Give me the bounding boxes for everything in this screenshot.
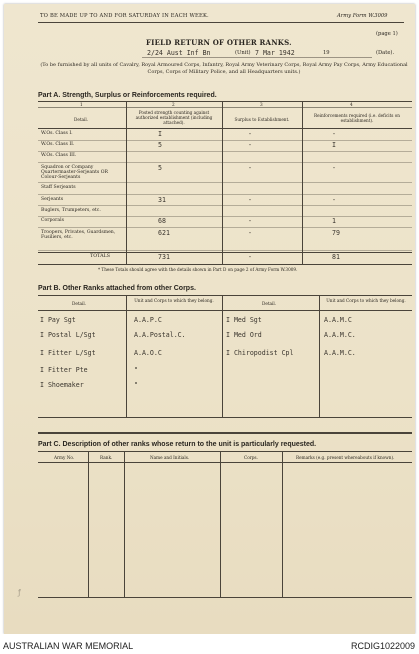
- rank-label: W.Os. Class I.: [41, 131, 73, 136]
- attached-unit: A.A.Postal.C.: [134, 331, 186, 339]
- year-prefix: 19: [323, 50, 330, 56]
- c-col-header-corps: Corps.: [244, 455, 258, 460]
- header-rule: [38, 22, 404, 23]
- page-indicator: (page 1): [376, 31, 398, 37]
- reinforcements-value: -: [332, 196, 336, 204]
- reinforcements-value: I: [332, 141, 336, 149]
- surplus-value: -: [248, 141, 252, 149]
- attached-detail: I Med Ord: [226, 331, 262, 339]
- attached-unit: ": [134, 381, 138, 389]
- posted-strength-value: 31: [158, 196, 166, 204]
- b-col-header-detail-left: Detail.: [72, 301, 87, 306]
- col-header-surplus: Surplus to Establishment.: [234, 117, 290, 122]
- part-a-title: Part A. Strength, Surplus or Reinforcements required.: [38, 92, 217, 99]
- reinforcements-value: -: [332, 130, 336, 138]
- surplus-value: -: [248, 253, 252, 261]
- posted-strength-value: 68: [158, 217, 166, 225]
- col-header-posted: Posted strength counting against authorized establishment (including attached).: [135, 110, 213, 125]
- surplus-value: -: [248, 196, 252, 204]
- part-c-title: Part C. Description of other ranks whose return to the unit is particularly requested.: [38, 441, 317, 448]
- attached-detail: I Postal L/Sgt: [40, 331, 96, 339]
- archive-name: AUSTRALIAN WAR MEMORIAL: [3, 641, 134, 651]
- rank-label: Corporals: [41, 218, 64, 223]
- attached-detail: I Med Sgt: [226, 316, 262, 324]
- b-col-header-unit-left: Unit and Corps to which they belong.: [134, 298, 214, 303]
- form-title: FIELD RETURN OF OTHER RANKS.: [146, 38, 292, 47]
- rank-label: Staff Serjeants: [41, 185, 76, 190]
- unit-label: (Unit): [235, 50, 251, 56]
- furnished-note: (To be furnished by all units of Cavalry, Royal Armoured Corps, Infantry, Royal Army Veterinary Corps, Royal Army Pay Corps, Army Educational Corps, Corps of Military Police, and all Headquarters units.): [40, 62, 408, 75]
- posted-strength-value: 731: [158, 253, 170, 261]
- archive-footer: [0, 634, 419, 654]
- part-b-title: Part B. Other Ranks attached from other Corps.: [38, 285, 196, 292]
- c-col-header-rank: Rank.: [100, 455, 113, 460]
- attached-detail: I Fitter L/Sgt: [40, 349, 96, 357]
- part-c-divider: [38, 432, 412, 434]
- surplus-value: -: [248, 164, 252, 172]
- col-number-4: 4: [350, 102, 353, 107]
- unit-value: 2/24 Aust Inf Bn: [147, 49, 211, 57]
- rank-label: Squadron or Company Quartermaster-Serjeants OR Colour-Serjeants: [41, 165, 108, 181]
- weekly-instruction: TO BE MADE UP TO AND FOR SATURDAY IN EACH WEEK.: [40, 13, 209, 19]
- surplus-value: -: [248, 217, 252, 225]
- attached-unit: A.A.M.C.: [324, 349, 356, 357]
- attached-unit: A.A.P.C: [134, 316, 162, 324]
- posted-strength-value: I: [158, 130, 162, 138]
- totals-label: TOTALS: [90, 254, 111, 259]
- col-header-reinforcements: Reinforcements required (i.e. deficits on establishment).: [313, 113, 401, 123]
- rank-label: W.Os. Class III.: [41, 153, 77, 158]
- attached-detail: I Fitter Pte: [40, 366, 88, 374]
- posted-strength-value: 5: [158, 141, 162, 149]
- attached-unit: ": [134, 366, 138, 374]
- col-number-2: 2: [172, 102, 175, 107]
- posted-strength-value: 5: [158, 164, 162, 172]
- attached-detail: I Pay Sgt: [40, 316, 76, 324]
- attached-detail: I Chiropodist Cpl: [226, 349, 294, 357]
- date-value: 7 Mar 1942: [255, 49, 295, 57]
- surplus-value: -: [248, 229, 252, 237]
- c-col-header-name: Name and Initials.: [150, 455, 190, 460]
- rank-label: W.Os. Class II.: [41, 142, 75, 147]
- posted-strength-value: 621: [158, 229, 170, 237]
- rank-label: Troopers, Privates, Guardsmen, Fusiliers, etc.: [41, 230, 116, 241]
- surplus-value: -: [248, 130, 252, 138]
- reinforcements-value: 79: [332, 229, 340, 237]
- col-header-detail: Detail.: [74, 117, 89, 122]
- attached-unit: A.A.M.C.: [324, 331, 356, 339]
- attached-detail: I Shoemaker: [40, 381, 84, 389]
- rank-label: Buglers, Trumpeters, etc.: [41, 208, 101, 213]
- archive-reference: RCDIG1022009: [350, 641, 415, 651]
- attached-unit: A.A.O.C: [134, 349, 162, 357]
- rank-label: Serjeants: [41, 197, 64, 202]
- reinforcements-value: -: [332, 164, 336, 172]
- pencil-mark: ƒ: [18, 588, 21, 597]
- unit-date-underline: [142, 57, 372, 58]
- c-col-header-army-no: Army No.: [54, 455, 75, 460]
- reinforcements-value: 81: [332, 253, 340, 261]
- date-label: (Date).: [376, 50, 395, 56]
- col-number-1: 1: [80, 102, 83, 107]
- col-number-3: 3: [260, 102, 263, 107]
- c-col-header-remarks: Remarks (e.g. present whereabouts if known).: [296, 455, 395, 460]
- totals-note: * These Totals should agree with the details shown in Part D on page 2 of Army Form W.3009.: [98, 267, 298, 272]
- b-col-header-detail-right: Detail.: [262, 301, 277, 306]
- attached-unit: A.A.M.C: [324, 316, 352, 324]
- reinforcements-value: 1: [332, 217, 336, 225]
- b-col-header-unit-right: Unit and Corps to which they belong.: [326, 298, 406, 303]
- form-number: Army Form W.3009: [337, 13, 388, 19]
- form-sheet: [4, 4, 415, 634]
